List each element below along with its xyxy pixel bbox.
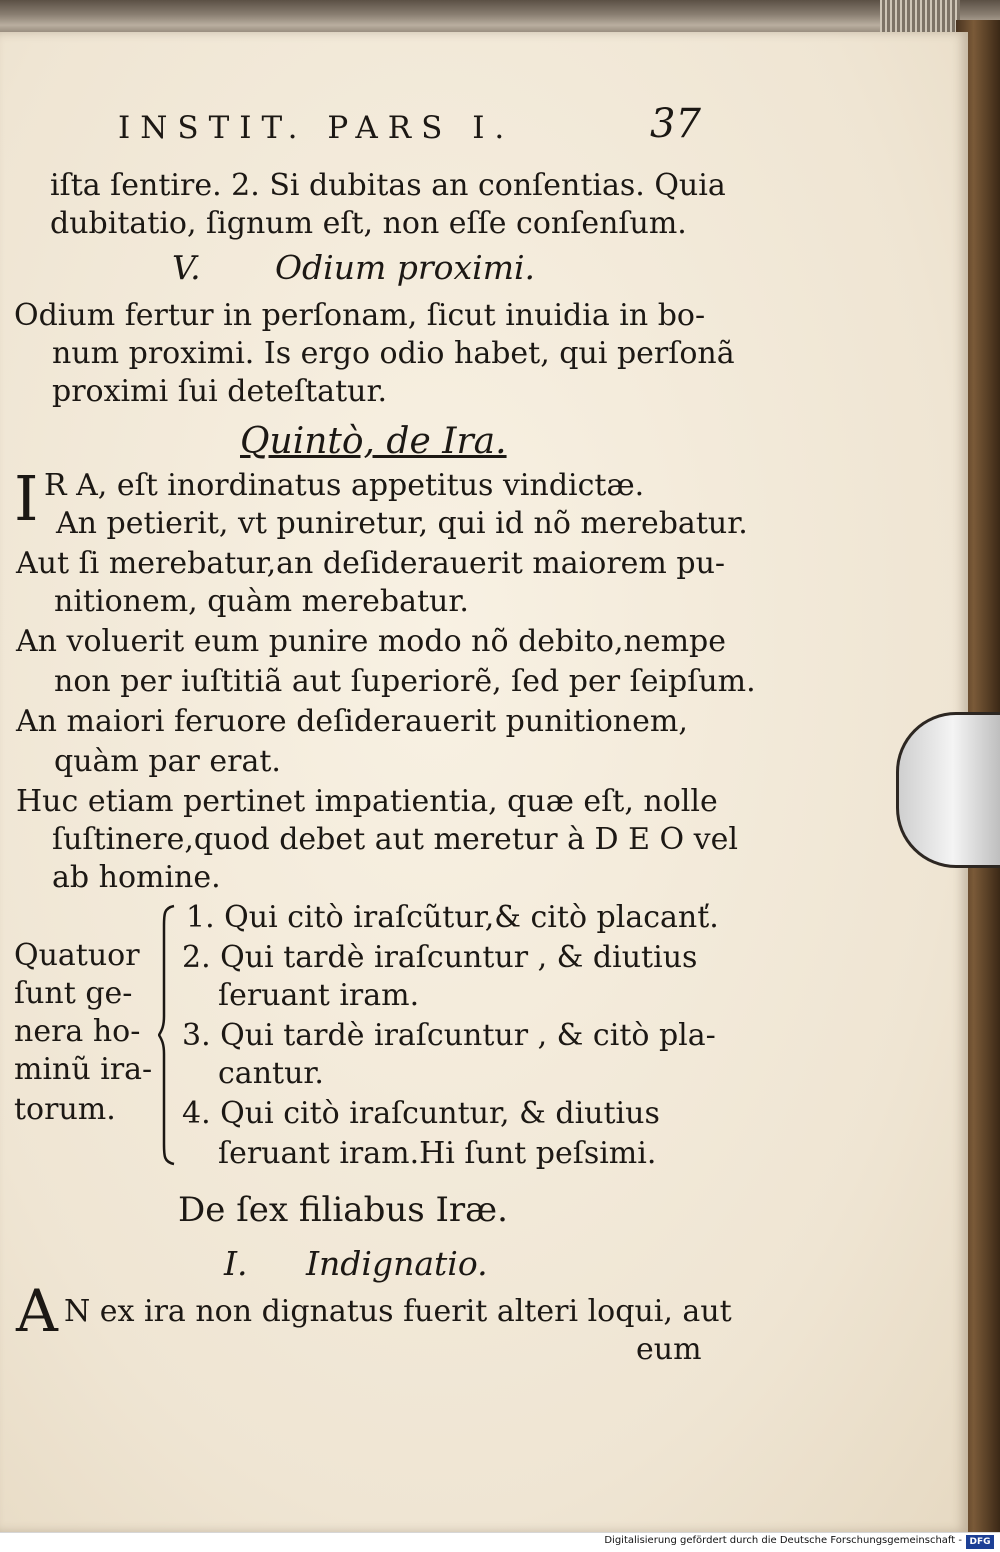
bracket-item: 4. Qui citò iraſcuntur, & diutius bbox=[182, 1096, 660, 1131]
bracket-item: 3. Qui tardè iraſcuntur , & citò pla- bbox=[182, 1018, 716, 1053]
text-line: ſuſtinere,quod debet aut meretur à D E O vel bbox=[52, 822, 738, 857]
bracket-item: 1. Qui citò iraſcũtur,& citò placanť. bbox=[186, 900, 719, 935]
bracket-item: 2. Qui tardè iraſcuntur , & diutius bbox=[182, 940, 698, 975]
drop-cap: I bbox=[14, 462, 39, 535]
text-line: dubitatio, ſignum eſt, non eſſe conſenſum. bbox=[50, 206, 687, 241]
text-line: ab homine. bbox=[52, 860, 221, 895]
curly-brace bbox=[158, 904, 176, 1166]
bracket-item: ſeruant iram.Hi ſunt peſsimi. bbox=[218, 1136, 657, 1171]
text-line: Huc etiam pertinet impatientia, quæ eſt, nolle bbox=[16, 784, 718, 819]
text-line: num proximi. Is ergo odio habet, qui perſonã bbox=[52, 336, 735, 371]
text-line: non per iuſtitiã aut ſuperiorẽ, ſed per ſeipſum. bbox=[54, 664, 756, 699]
text-line: An maiori feruore deſiderauerit punitionem, bbox=[16, 704, 688, 739]
bracket-label-line: ſunt ge- bbox=[14, 976, 133, 1011]
running-head: INSTIT. PARS I. bbox=[118, 110, 515, 146]
page-clip bbox=[896, 712, 1000, 868]
text-line: nitionem, quàm merebatur. bbox=[54, 584, 469, 619]
footer-credit: Digitalisierung gefördert durch die Deutsche Forschungsgemeinschaft - bbox=[604, 1535, 962, 1546]
section-title: Indignatio. bbox=[306, 1244, 488, 1283]
bracket-label-line: Quatuor bbox=[14, 938, 140, 973]
bracket-label-line: torum. bbox=[14, 1092, 116, 1127]
catchword: eum bbox=[636, 1332, 702, 1367]
dfg-logo: DFG bbox=[966, 1535, 994, 1549]
drop-cap: A bbox=[16, 1277, 58, 1345]
footer-bar bbox=[0, 1532, 1000, 1552]
text-line: quàm par erat. bbox=[54, 744, 281, 779]
text-line: An petierit, vt puniretur, qui id nõ merebatur. bbox=[56, 506, 748, 541]
text-line: Odium fertur in perſonam, ſicut inuidia in bo- bbox=[14, 298, 706, 333]
text-line: An voluerit eum punire modo nõ debito,nempe bbox=[16, 624, 726, 659]
text-line: R A, eſt inordinatus appetitus vindictæ. bbox=[44, 468, 645, 503]
text-line: proximi ſui deteſtatur. bbox=[52, 374, 388, 409]
bracket-item: ſeruant iram. bbox=[218, 978, 420, 1013]
section-numeral: V. bbox=[172, 248, 201, 287]
section-numeral: I. bbox=[224, 1244, 248, 1283]
text-line: Aut ſi merebatur,an deſiderauerit maiorem pu- bbox=[16, 546, 726, 581]
page-number: 37 bbox=[650, 101, 701, 147]
bracket-label-line: nera ho- bbox=[14, 1014, 141, 1049]
chapter-heading: Quintò, de Ira. bbox=[240, 421, 507, 462]
text-line: iſta ſentire. 2. Si dubitas an conſentias. Quia bbox=[50, 168, 726, 203]
bracket-item: cantur. bbox=[218, 1056, 324, 1091]
chapter-heading: De ſex filiabus Iræ. bbox=[178, 1190, 508, 1230]
bracket-label-line: minũ ira- bbox=[14, 1052, 153, 1087]
text-line: N ex ira non dignatus fuerit alteri loqui, aut bbox=[64, 1294, 732, 1329]
section-title: Odium proximi. bbox=[275, 248, 536, 287]
